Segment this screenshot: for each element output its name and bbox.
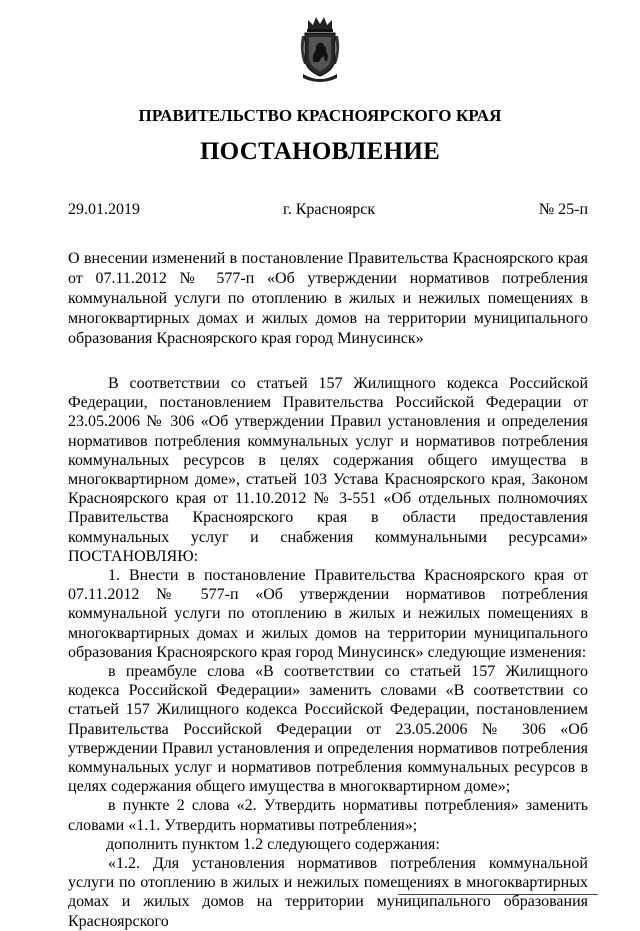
paragraph-item-1: 1. Внести в постановление Правительства Красноярского края от 07.11.2012 № 577-п «Об утверждении нормативов потребления коммунальной услуги по отоплению в жилых и нежилых помещениях в многоквартирных домах и жилых домов на территории муниципального образования Красноярского края город Минусинск» следующие изменения: (68, 567, 588, 661)
paragraph-preamble-change: в преамбуле слова «В соответствии со статьей 157 Жилищного кодекса Российской Федерации» заменить словами «В соответствии со статьей 157 Жилищного кодекса Российской Федерации, постановлением Правительства Российской Федерации от 23.05.2006 № 306 «Об утверждении Правил установления и определения нормативов потребления коммунальных услуг и нормативов потребления коммунальных ресурсов в целях содержания общего имущества в многоквартирном доме»; (68, 663, 588, 796)
coat-of-arms-icon (298, 14, 342, 84)
document-city: г. Красноярск (283, 201, 376, 218)
document-type-title: ПОСТАНОВЛЕНИЕ (199, 138, 441, 165)
paragraph-add-point: дополнить пунктом 1.2 следующего содержания: (106, 835, 440, 853)
organization-title: ПРАВИТЕЛЬСТВО КРАСНОЯРСКОГО КРАЯ (138, 106, 502, 125)
footer-divider (398, 894, 598, 895)
paragraph-preamble: В соответствии со статьей 157 Жилищного кодекса Российской Федерации, постановлением Правительства Российской Федерации от 23.05.2006 № 306 «Об утверждении Правил установления и определения нормативов потребления коммунальных услуг и нормативов потребления коммунальных ресурсов в целях содержания общего имущества в многоквартирном доме», статьей 103 Устава Красноярского края, Законом Красноярского края от 11.10.2012 № 3-551 «Об отдельных полномочиях Правительства Красноярского края в области предоставления коммунальных услуг и снабжения коммунальными ресурсами» ПОСТАНОВЛЯЮ: (68, 375, 588, 565)
paragraph-point-1-2: «1.2. Для установления нормативов потребления коммунальной услуги по отоплению в жилых и нежилых помещениях в многоквартирных домах и жилых домов на территории муниципального образования Красноярского (68, 855, 588, 930)
document-subject: О внесении изменений в постановление Правительства Красноярского края от 07.11.2012 № 577-п «Об утверждении нормативов потребления коммунальной услуги по отоплению в жилых и нежилых помещениях в многоквартирных домах и жилых домов на территории муниципального образования Красноярского края город Минусинск» (68, 250, 588, 347)
paragraph-point-2-change: в пункте 2 слова «2. Утвердить нормативы потребления» заменить словами «1.1. Утвердить нормативы потребления»; (68, 797, 588, 834)
document-body (68, 374, 588, 931)
document-date: 29.01.2019 (68, 201, 140, 218)
document-number: № 25-п (538, 201, 588, 218)
